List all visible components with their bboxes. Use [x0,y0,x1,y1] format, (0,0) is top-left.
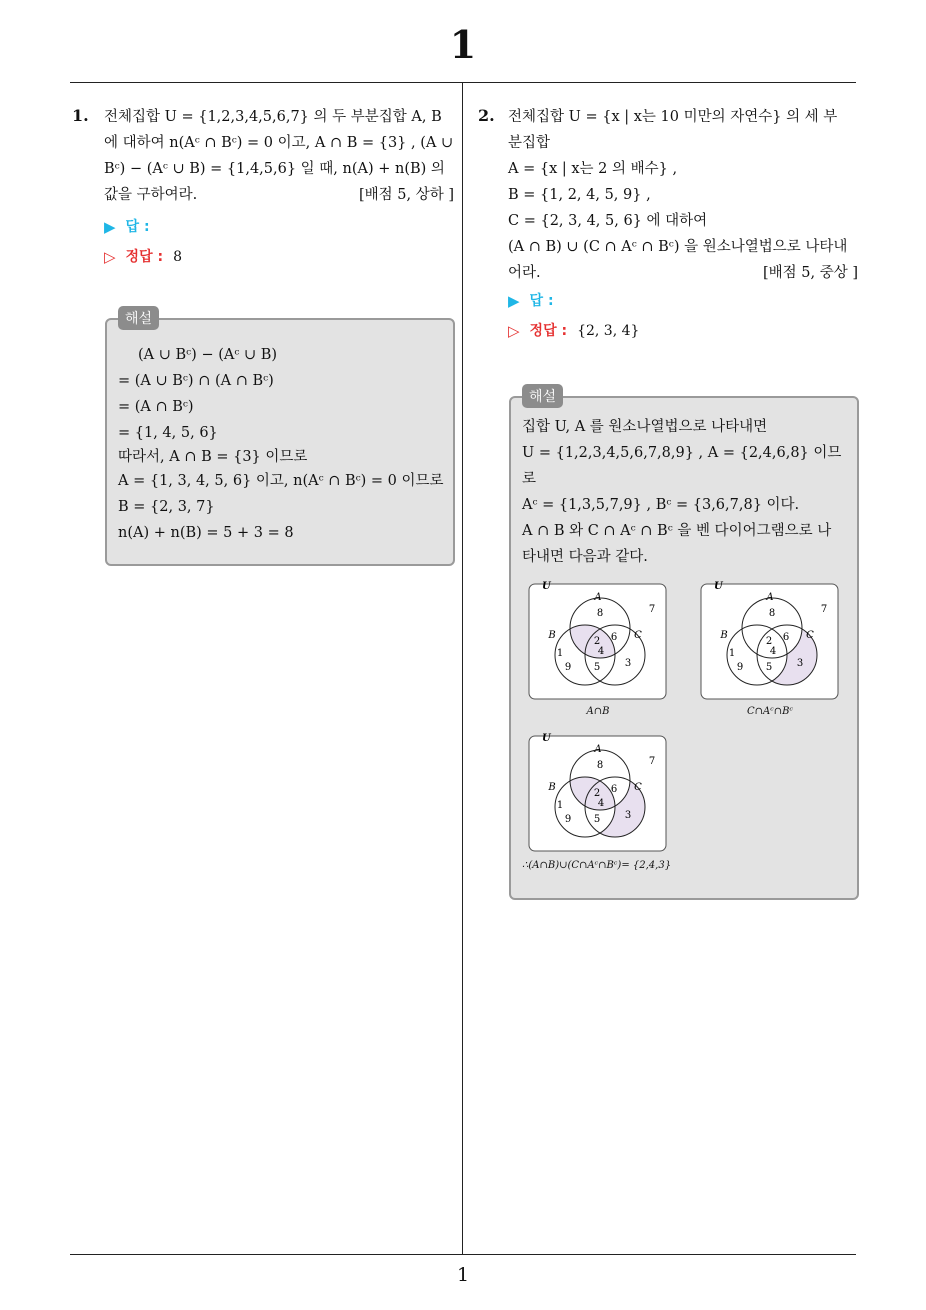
venn-value: 1 [728,648,736,659]
explanation-line: = {1, 4, 5, 6} [118,425,218,441]
explanation-text [522,414,854,570]
explanation-line: A = {1, 3, 4, 5, 6} 이고, n(Aᶜ ∩ Bᶜ) = 0 이므로 [118,473,444,489]
venn-label-u: U [542,733,551,744]
question-line: 분집합 [508,135,551,151]
points-label: [배점 5, 상하 ] [358,187,454,203]
venn-value: 9 [564,662,572,673]
venn-label-c: C [634,630,642,641]
venn-value: 4 [769,646,777,657]
venn-value: 1 [556,800,564,811]
venn-value: 4 [597,798,605,809]
venn-caption: A∩B [586,706,610,717]
explanation-line: A ∩ B 와 C ∩ Aᶜ ∩ Bᶜ 을 벤 다이어그램으로 나 [522,523,832,539]
question-number: 1. [72,106,89,125]
question-line: 에 대하여 n(Aᶜ ∩ Bᶜ) = 0 이고, A ∩ B = {3} , (A ∪ [104,135,454,151]
correct-answer-value: 8 [173,249,182,265]
question-line: 전체집합 U = {1,2,3,4,5,6,7} 의 두 부분집합 A, B [104,109,442,125]
venn-label-b: B [548,630,556,641]
answer-label: 답 : [125,219,150,235]
venn-value: 4 [597,646,605,657]
explanation-line: = (A ∩ Bᶜ) [118,399,194,415]
correct-arrow-icon: ▷ [508,322,520,340]
correct-answer-label: 정답 : [125,249,164,265]
question-line [508,260,858,286]
venn-label-u: U [714,581,723,592]
answer-row [508,288,858,314]
explanation-line: U = {1,2,3,4,5,6,7,8,9} , A = {2,4,6,8} 이므 [522,445,842,461]
venn-value: 3 [624,658,632,669]
venn-value: 2 [593,788,601,799]
venn-value: 7 [648,756,656,767]
venn-value: 7 [648,604,656,615]
venn-label-a: A [594,592,602,603]
answer-arrow-icon: ▶ [104,218,116,236]
explanation-text [118,342,448,546]
venn-label-c: C [634,782,642,793]
correct-answer-label: 정답 : [529,323,568,339]
venn-label-u: U [542,581,551,592]
explanation-line: = (A ∪ Bᶜ) ∩ (A ∩ Bᶜ) [118,373,274,389]
question-number: 2. [478,106,495,125]
venn-value: 8 [596,760,604,771]
question-line: C = {2, 3, 4, 5, 6} 에 대하여 [508,213,708,229]
correct-arrow-icon: ▷ [104,248,116,266]
venn-value: 9 [564,814,572,825]
points-label: [배점 5, 중상 ] [762,265,858,281]
venn-diagram-union [528,730,668,854]
question-line: A = {x | x는 2 의 배수} , [508,161,678,177]
explanation-line: 타내면 다음과 같다. [522,549,648,565]
column-divider [462,83,463,1255]
venn-value: 9 [736,662,744,673]
venn-value: 8 [596,608,604,619]
explanation-tag: 해설 [118,306,159,330]
venn-value: 2 [765,636,773,647]
explanation-line: 집합 U, A 를 원소나열법으로 나타내면 [522,419,768,435]
venn-label-b: B [720,630,728,641]
venn-value: 3 [796,658,804,669]
venn-label-c: C [806,630,814,641]
page-title: 1 [449,22,477,67]
venn-value: 1 [556,648,564,659]
venn-value: 5 [593,814,601,825]
explanation-line: (A ∪ Bᶜ) − (Aᶜ ∪ B) [138,347,278,363]
answer-label: 답 : [529,293,554,309]
venn-label-a: A [766,592,774,603]
venn-caption: C∩Aᶜ∩Bᶜ [746,706,794,717]
question-line [104,182,454,208]
explanation-line: n(A) + n(B) = 5 + 3 = 8 [118,525,294,541]
footer-rule [70,1254,856,1255]
question-line-end: 어라. [508,265,541,281]
venn-diagram-a-intersect-b [528,578,668,702]
page-number: 1 [456,1264,470,1286]
explanation-line: Aᶜ = {1,3,5,7,9} , Bᶜ = {3,6,7,8} 이다. [522,497,800,513]
explanation-line: 따라서, A ∩ B = {3} 이므로 [118,449,308,465]
question-line: (A ∩ B) ∪ (C ∩ Aᶜ ∩ Bᶜ) 을 원소나열법으로 나타내 [508,239,848,255]
venn-value: 5 [593,662,601,673]
venn-diagram-c-minus-a-b [700,578,840,702]
question-line-end: 값을 구하여라. [104,187,198,203]
venn-value: 6 [610,632,618,643]
header-rule [70,82,856,83]
explanation-line: 로 [522,471,537,487]
venn-value: 3 [624,810,632,821]
venn-caption: ∴(A∩B)∪(C∩Aᶜ∩Bᶜ)= {2,4,3} [522,860,672,871]
correct-answer-row [104,244,454,270]
question-line: 전체집합 U = {x | x는 10 미만의 자연수} 의 세 부 [508,109,838,125]
venn-value: 6 [782,632,790,643]
explanation-line: B = {2, 3, 7} [118,499,215,515]
venn-label-a: A [594,744,602,755]
venn-value: 8 [768,608,776,619]
question-line: B = {1, 2, 4, 5, 9} , [508,187,651,203]
correct-answer-row [508,318,858,344]
venn-value: 7 [820,604,828,615]
venn-value: 6 [610,784,618,795]
venn-label-b: B [548,782,556,793]
correct-answer-value: {2, 3, 4} [577,323,640,339]
venn-value: 2 [593,636,601,647]
answer-arrow-icon: ▶ [508,292,520,310]
explanation-tag: 해설 [522,384,563,408]
question-text [104,104,454,270]
venn-value: 5 [765,662,773,673]
question-line: Bᶜ) − (Aᶜ ∪ B) = {1,4,5,6} 일 때, n(A) + n(B) 의 [104,161,445,177]
answer-row [104,214,454,240]
question-text [508,104,858,344]
